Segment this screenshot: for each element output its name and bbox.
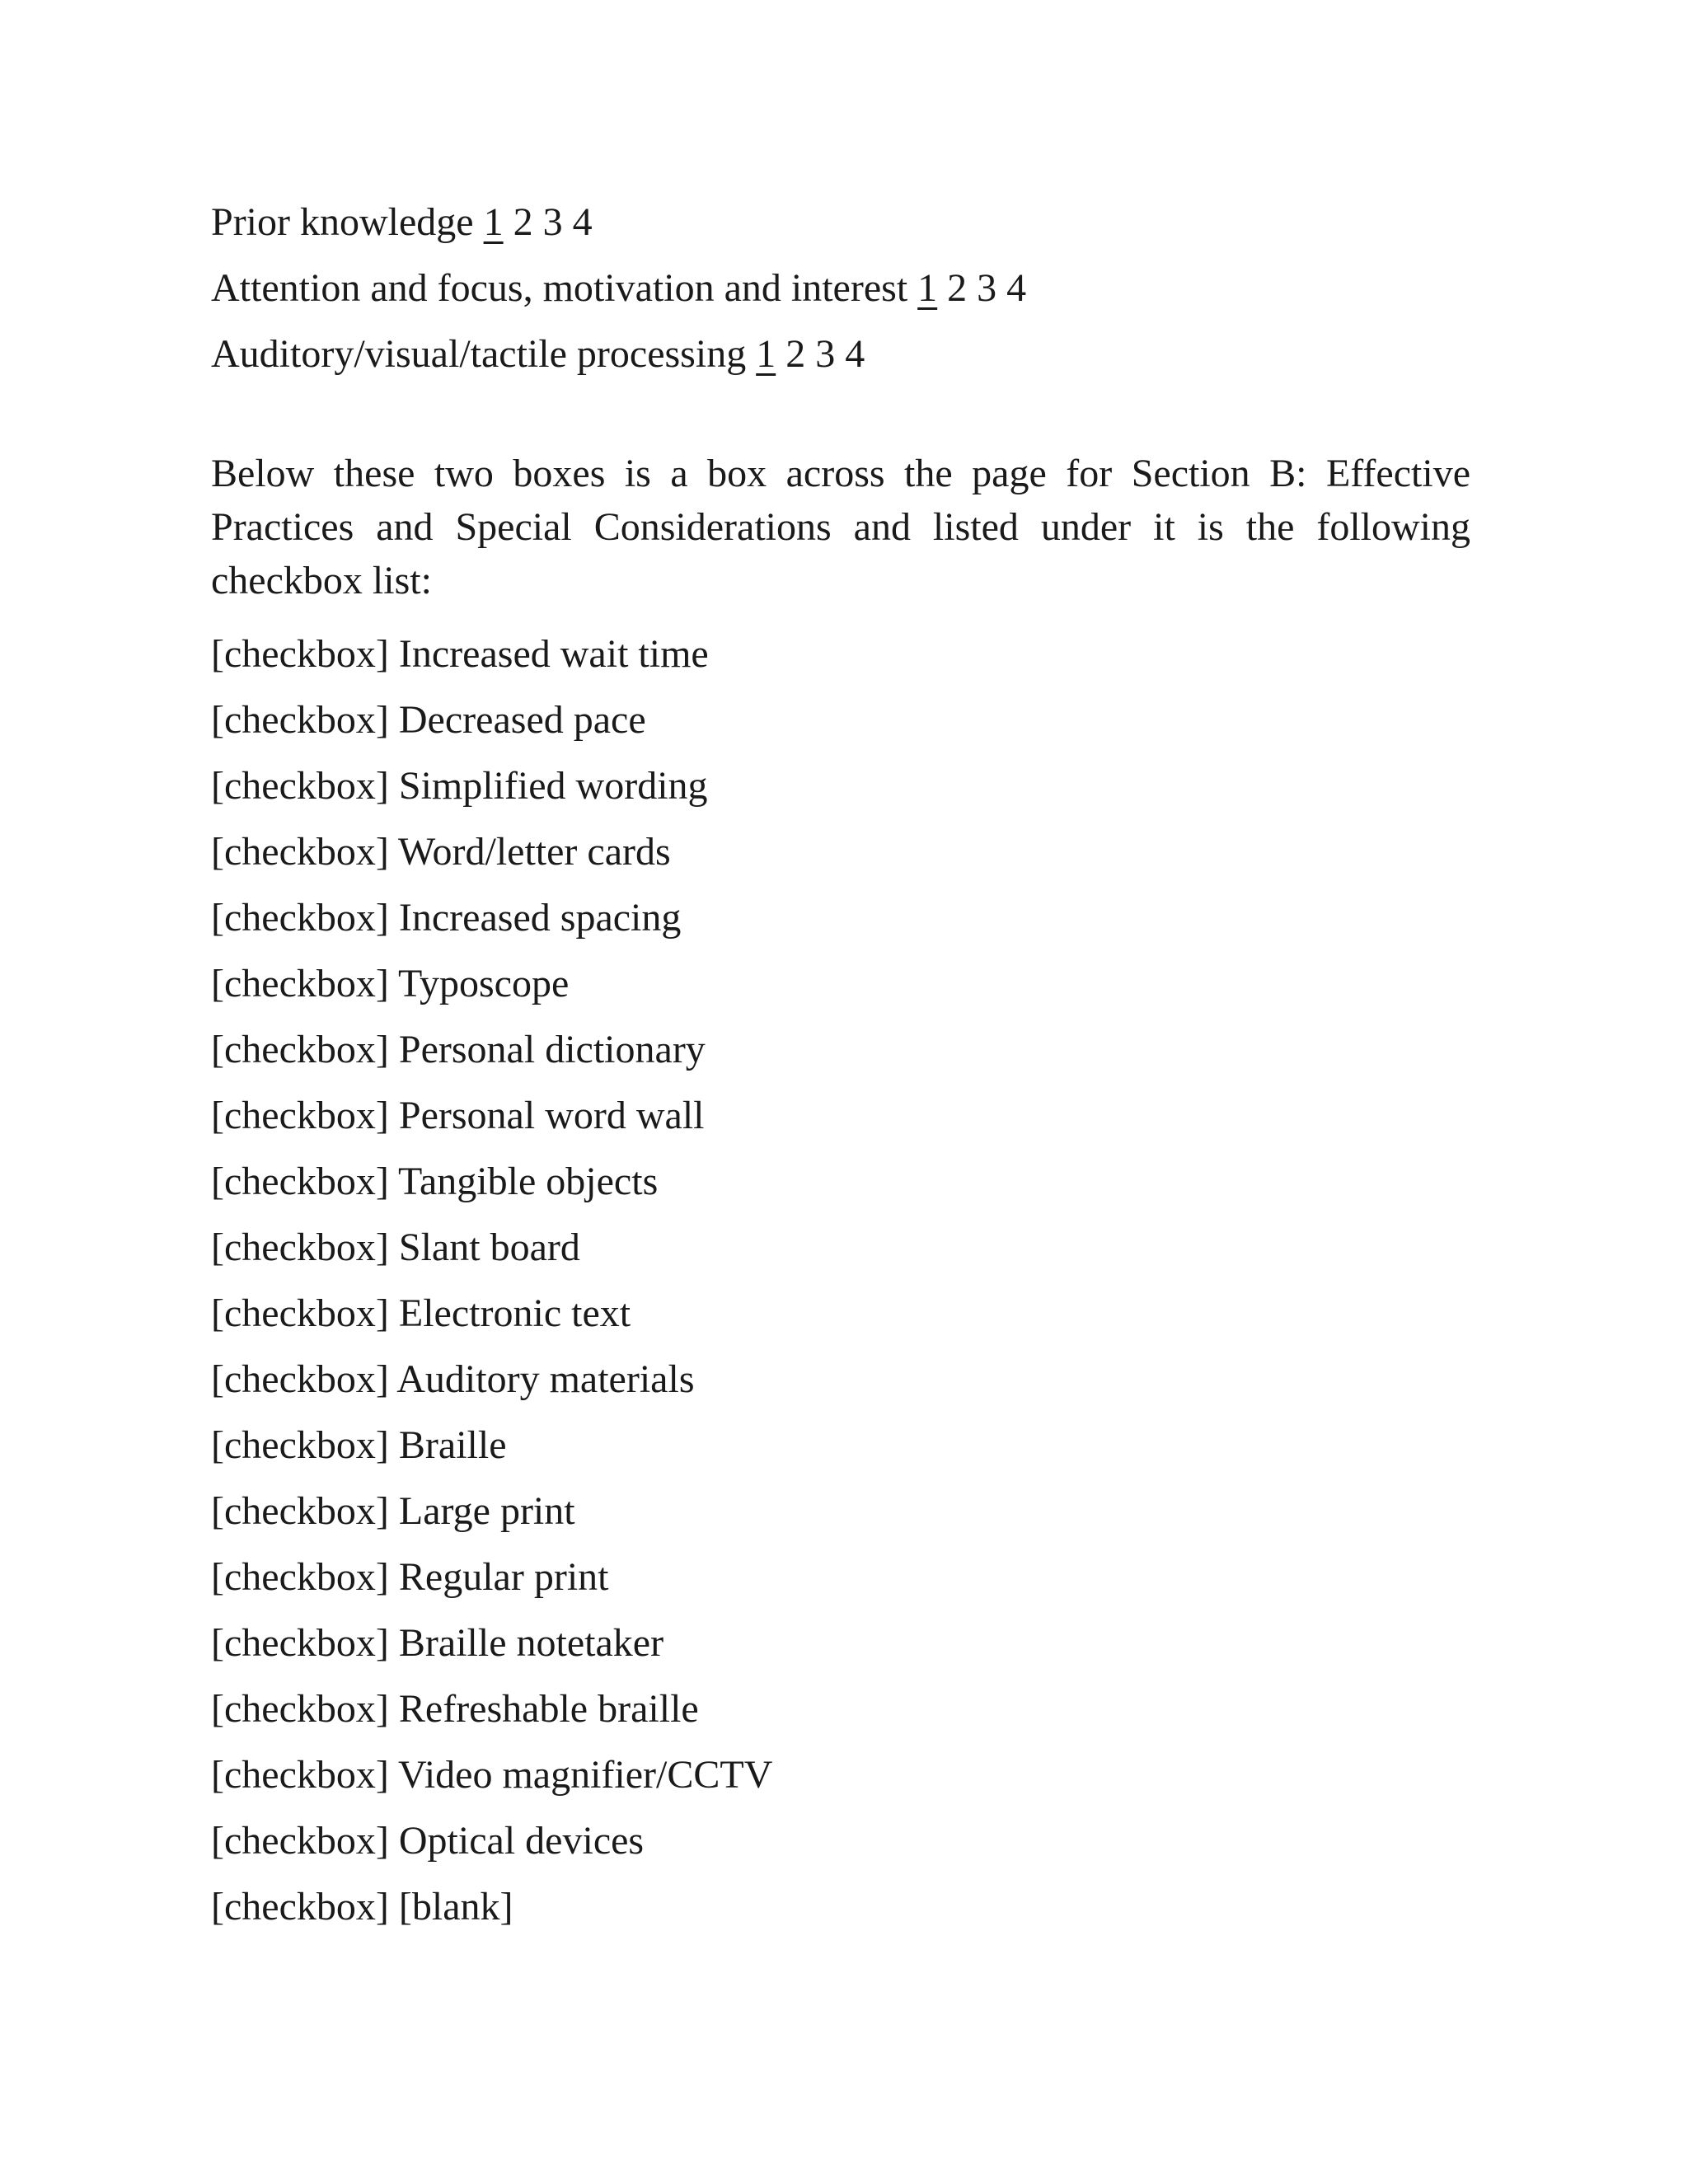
rating-option-1[interactable]: 1 <box>917 266 938 310</box>
rating-option-3[interactable]: 3 <box>815 332 836 376</box>
checklist-item-label: Personal word wall <box>398 1094 705 1137</box>
checklist-item[interactable] <box>211 1479 772 1544</box>
rating-attention-focus <box>211 262 1026 315</box>
section-b-description: Below these two boxes is a box across the page for Section B: Effective Practices and Special Considerations and listed under it is the following checkbox list: <box>211 452 1470 602</box>
checkbox-marker[interactable]: [checkbox] <box>211 632 389 676</box>
checkbox-marker[interactable]: [checkbox] <box>211 1094 389 1137</box>
checklist-item[interactable] <box>211 687 772 753</box>
checkbox-marker[interactable]: [checkbox] <box>211 698 389 742</box>
checkbox-marker[interactable]: [checkbox] <box>211 1291 389 1335</box>
checklist-item-label: [blank] <box>398 1885 513 1929</box>
checkbox-marker[interactable]: [checkbox] <box>211 1423 389 1467</box>
checklist-item-label: Regular print <box>398 1555 609 1599</box>
checklist-item-label: Optical devices <box>398 1819 645 1863</box>
checkbox-marker[interactable]: [checkbox] <box>211 1621 389 1665</box>
checklist-item[interactable] <box>211 1281 772 1347</box>
checkbox-marker[interactable]: [checkbox] <box>211 962 389 1005</box>
checklist-item-label: Refreshable braille <box>398 1687 699 1731</box>
checkbox-marker[interactable]: [checkbox] <box>211 1226 389 1269</box>
checklist-item[interactable] <box>211 1149 772 1215</box>
checklist-item-label: Slant board <box>398 1226 580 1269</box>
checklist-item[interactable] <box>211 1544 772 1610</box>
checklist-item[interactable] <box>211 885 772 951</box>
checklist-item-label: Large print <box>398 1489 575 1533</box>
rating-prior-knowledge <box>211 196 593 249</box>
checkbox-marker[interactable]: [checkbox] <box>211 1819 389 1863</box>
rating-option-2[interactable]: 2 <box>785 332 806 376</box>
checklist-item[interactable] <box>211 1215 772 1281</box>
checkbox-marker[interactable]: [checkbox] <box>211 1028 389 1071</box>
checklist-item-label: Decreased pace <box>398 698 646 742</box>
checkbox-marker[interactable]: [checkbox] <box>211 1489 389 1533</box>
rating-option-2[interactable]: 2 <box>513 200 533 244</box>
rating-option-3[interactable]: 3 <box>542 200 563 244</box>
rating-processing <box>211 328 865 381</box>
checkbox-marker[interactable]: [checkbox] <box>211 764 389 808</box>
checklist-item[interactable] <box>211 1413 772 1479</box>
checkbox-marker[interactable]: [checkbox] <box>211 1753 389 1797</box>
rating-option-1[interactable]: 1 <box>483 200 504 244</box>
checklist-item[interactable] <box>211 1347 772 1413</box>
checkbox-marker[interactable]: [checkbox] <box>211 1555 389 1599</box>
rating-option-4[interactable]: 4 <box>1006 266 1027 310</box>
checklist-item-label: Increased wait time <box>398 632 709 676</box>
checklist-item[interactable] <box>211 753 772 819</box>
checklist-item-label: Typoscope <box>398 962 570 1005</box>
checkbox-marker[interactable]: [checkbox] <box>211 1885 389 1929</box>
checkbox-marker[interactable]: [checkbox] <box>211 1357 389 1401</box>
checklist-item-label: Auditory materials <box>396 1357 695 1401</box>
checklist-item-label: Word/letter cards <box>398 830 671 874</box>
checklist-item[interactable] <box>211 1610 772 1676</box>
rating-option-1[interactable]: 1 <box>756 332 776 376</box>
checklist-item-label: Personal dictionary <box>398 1028 706 1071</box>
checklist-item[interactable] <box>211 1874 772 1940</box>
checkbox-marker[interactable]: [checkbox] <box>211 1160 389 1203</box>
checklist-item[interactable] <box>211 1676 772 1742</box>
rating-label: Prior knowledge <box>211 200 474 244</box>
rating-option-2[interactable]: 2 <box>947 266 968 310</box>
checklist-item[interactable] <box>211 951 772 1017</box>
rating-label: Auditory/visual/tactile processing <box>211 332 747 376</box>
checklist-item-label: Tangible objects <box>398 1160 659 1203</box>
checklist-item-label: Braille <box>398 1423 507 1467</box>
checklist-item[interactable] <box>211 1017 772 1083</box>
checklist-item-label: Video magnifier/CCTV <box>398 1753 773 1797</box>
checklist-item-label: Increased spacing <box>398 896 682 940</box>
checkbox-marker[interactable]: [checkbox] <box>211 830 389 874</box>
checklist-item[interactable] <box>211 1083 772 1149</box>
rating-option-4[interactable]: 4 <box>845 332 865 376</box>
checklist-item-label: Electronic text <box>398 1291 631 1335</box>
checklist-item-label: Simplified wording <box>398 764 708 808</box>
checkbox-marker[interactable]: [checkbox] <box>211 896 389 940</box>
checklist-item-label: Braille notetaker <box>398 1621 664 1665</box>
rating-option-4[interactable]: 4 <box>572 200 593 244</box>
checklist-item[interactable] <box>211 621 772 687</box>
checklist-item[interactable] <box>211 819 772 885</box>
checkbox-marker[interactable]: [checkbox] <box>211 1687 389 1731</box>
rating-label: Attention and focus, motivation and interest <box>211 266 908 310</box>
effective-practices-checklist <box>211 621 772 1940</box>
checklist-item[interactable] <box>211 1808 772 1874</box>
checklist-item[interactable] <box>211 1742 772 1808</box>
rating-option-3[interactable]: 3 <box>977 266 997 310</box>
